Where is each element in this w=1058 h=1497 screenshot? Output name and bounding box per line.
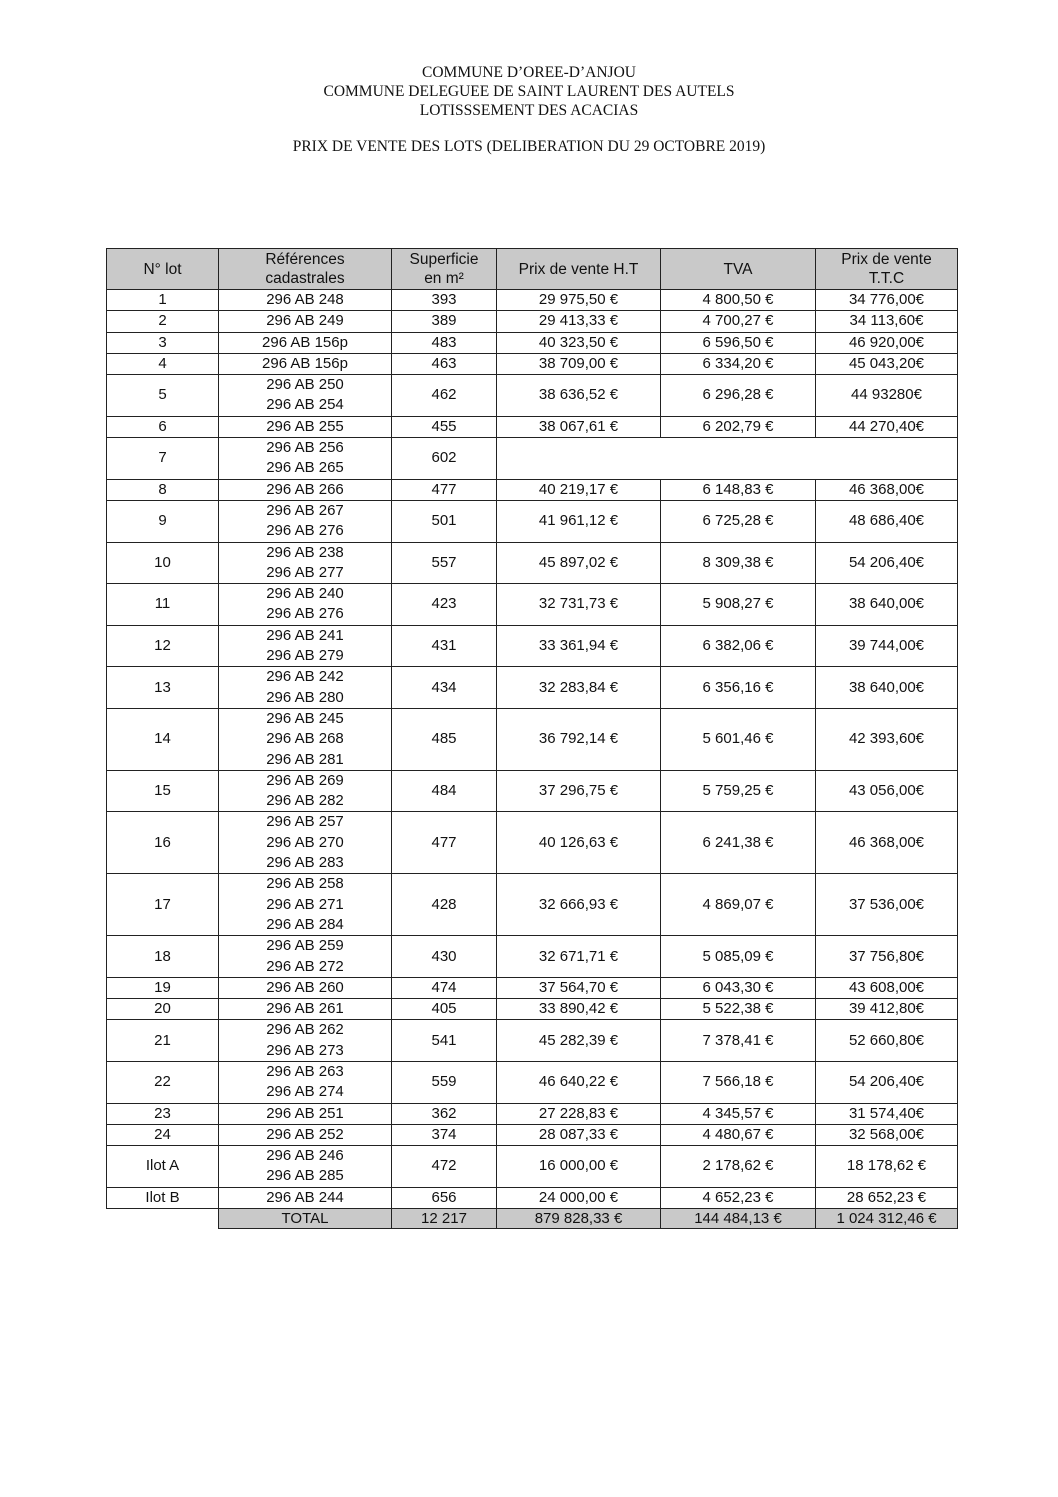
area-m2: 405	[392, 999, 497, 1020]
cadastral-ref: 296 AB 269	[266, 771, 344, 789]
tva: 4 345,57 €	[661, 1103, 816, 1124]
cadastral-ref: 296 AB 262	[266, 1021, 344, 1039]
table-row	[107, 375, 958, 417]
table-row	[107, 1103, 958, 1124]
price-ttc: 39 412,80€	[816, 999, 958, 1020]
lot-number: 10	[107, 542, 219, 584]
header-commune: COMMUNE D’OREE-D’ANJOU	[422, 64, 636, 81]
price-ht: 46 640,22 €	[497, 1061, 661, 1103]
cadastral-refs	[219, 812, 392, 874]
price-ttc: 44 93280€	[816, 375, 958, 417]
price-ht: 37 564,70 €	[497, 977, 661, 998]
cadastral-ref: 296 AB 260	[266, 978, 344, 996]
cadastral-ref: 296 AB 245	[266, 709, 344, 727]
table-row	[107, 290, 958, 311]
price-ttc: 38 640,00€	[816, 584, 958, 626]
lot-number: 8	[107, 479, 219, 500]
cadastral-ref: 296 AB 274	[266, 1083, 344, 1101]
cadastral-ref: 296 AB 270	[266, 833, 344, 851]
total-label: TOTAL	[219, 1209, 392, 1229]
cadastral-ref: 296 AB 250	[266, 376, 344, 394]
price-ttc: 37 756,80€	[816, 936, 958, 978]
total-tva: 144 484,13 €	[661, 1209, 816, 1229]
lot-number: 22	[107, 1061, 219, 1103]
price-ht: 27 228,83 €	[497, 1103, 661, 1124]
price-ttc: 18 178,62 €	[816, 1146, 958, 1188]
cadastral-refs	[219, 1020, 392, 1062]
area-m2: 431	[392, 625, 497, 667]
cadastral-refs	[219, 625, 392, 667]
price-ht: 33 361,94 €	[497, 625, 661, 667]
cadastral-ref: 296 AB 265	[266, 459, 344, 477]
price-ttc: 54 206,40€	[816, 542, 958, 584]
table-row	[107, 936, 958, 978]
tva: 5 759,25 €	[661, 770, 816, 812]
price-ttc: 52 660,80€	[816, 1020, 958, 1062]
cadastral-ref: 296 AB 272	[266, 957, 344, 975]
cadastral-refs	[219, 667, 392, 709]
table-header-row	[107, 249, 958, 290]
tva: 4 700,27 €	[661, 311, 816, 332]
cadastral-ref: 296 AB 240	[266, 585, 344, 603]
col-header-tva-text: TVA	[723, 260, 753, 278]
cadastral-ref: 296 AB 279	[266, 647, 344, 665]
area-m2: 656	[392, 1187, 497, 1208]
cadastral-ref: 296 AB 156p	[262, 333, 348, 351]
lot-number: 5	[107, 375, 219, 417]
cadastral-ref: 296 AB 259	[266, 937, 344, 955]
area-m2: 428	[392, 874, 497, 936]
tva: 6 382,06 €	[661, 625, 816, 667]
area-m2: 362	[392, 1103, 497, 1124]
tva: 5 908,27 €	[661, 584, 816, 626]
price-ttc: 44 270,40€	[816, 416, 958, 437]
table-row	[107, 438, 958, 480]
cadastral-ref: 296 AB 258	[266, 875, 344, 893]
area-m2: 423	[392, 584, 497, 626]
cadastral-ref: 296 AB 256	[266, 439, 344, 457]
tva: 4 652,23 €	[661, 1187, 816, 1208]
table-body	[107, 290, 958, 1209]
cadastral-refs	[219, 1103, 392, 1124]
area-m2: 485	[392, 708, 497, 770]
cadastral-ref: 296 AB 255	[266, 417, 344, 435]
area-m2: 393	[392, 290, 497, 311]
price-ht: 16 000,00 €	[497, 1146, 661, 1188]
cadastral-refs	[219, 936, 392, 978]
area-m2: 462	[392, 375, 497, 417]
price-ttc: 46 920,00€	[816, 332, 958, 353]
area-m2: 463	[392, 353, 497, 374]
total-row	[107, 1209, 958, 1229]
col-header-ht-text: Prix de vente H.T	[518, 260, 639, 278]
tva: 6 296,28 €	[661, 375, 816, 417]
cadastral-refs	[219, 500, 392, 542]
cadastral-ref: 296 AB 280	[266, 688, 344, 706]
lot-number: 23	[107, 1103, 219, 1124]
area-m2: 559	[392, 1061, 497, 1103]
lot-number: 3	[107, 332, 219, 353]
tva: 5 601,46 €	[661, 708, 816, 770]
area-m2: 374	[392, 1124, 497, 1145]
cadastral-refs	[219, 708, 392, 770]
total-area: 12 217	[392, 1209, 497, 1229]
table-row	[107, 1020, 958, 1062]
lot-number: 9	[107, 500, 219, 542]
table-row	[107, 479, 958, 500]
document-header	[0, 63, 1058, 156]
cadastral-refs	[219, 977, 392, 998]
table-row	[107, 332, 958, 353]
cadastral-ref: 296 AB 257	[266, 813, 344, 831]
table-row	[107, 1187, 958, 1208]
lot-number: 14	[107, 708, 219, 770]
cadastral-ref: 296 AB 238	[266, 543, 344, 561]
price-ttc: 34 776,00€	[816, 290, 958, 311]
col-header-lot-text: N° lot	[143, 260, 182, 278]
table-row	[107, 1124, 958, 1145]
area-m2: 557	[392, 542, 497, 584]
cadastral-refs	[219, 311, 392, 332]
cadastral-ref: 296 AB 271	[266, 895, 344, 913]
cadastral-ref: 296 AB 242	[266, 668, 344, 686]
lot-number: Ilot A	[107, 1146, 219, 1188]
lot-number: 6	[107, 416, 219, 437]
col-header-ttc-line1: Prix de vente	[841, 251, 932, 268]
price-ttc: 38 640,00€	[816, 667, 958, 709]
table-row	[107, 708, 958, 770]
table-row	[107, 542, 958, 584]
table-row	[107, 353, 958, 374]
cadastral-refs	[219, 584, 392, 626]
cadastral-ref: 296 AB 273	[266, 1041, 344, 1059]
price-ht: 38 636,52 €	[497, 375, 661, 417]
cadastral-refs	[219, 542, 392, 584]
cadastral-ref: 296 AB 263	[266, 1062, 344, 1080]
price-ht: 40 323,50 €	[497, 332, 661, 353]
lot-number: 17	[107, 874, 219, 936]
price-ht: 38 067,61 €	[497, 416, 661, 437]
table-row	[107, 874, 958, 936]
lot-number: 18	[107, 936, 219, 978]
col-header-lot	[107, 249, 219, 290]
table-row	[107, 812, 958, 874]
tva: 6 596,50 €	[661, 332, 816, 353]
price-ttc: 39 744,00€	[816, 625, 958, 667]
cadastral-refs	[219, 479, 392, 500]
price-ht: 41 961,12 €	[497, 500, 661, 542]
area-m2: 484	[392, 770, 497, 812]
lot-number: 16	[107, 812, 219, 874]
cadastral-ref: 296 AB 284	[266, 915, 344, 933]
lot-number: 4	[107, 353, 219, 374]
cadastral-ref: 296 AB 276	[266, 522, 344, 540]
table-row	[107, 1061, 958, 1103]
tva: 6 043,30 €	[661, 977, 816, 998]
price-ht: 32 283,84 €	[497, 667, 661, 709]
price-ttc: 32 568,00€	[816, 1124, 958, 1145]
cadastral-ref: 296 AB 254	[266, 396, 344, 414]
area-m2: 472	[392, 1146, 497, 1188]
table-row	[107, 311, 958, 332]
col-header-refs-line1: Références	[265, 251, 345, 268]
price-ttc: 46 368,00€	[816, 479, 958, 500]
lot-number: 24	[107, 1124, 219, 1145]
cadastral-refs	[219, 1146, 392, 1188]
price-ttc: 28 652,23 €	[816, 1187, 958, 1208]
price-ttc: 31 574,40€	[816, 1103, 958, 1124]
cadastral-refs	[219, 999, 392, 1020]
cadastral-ref: 296 AB 281	[266, 750, 344, 768]
cadastral-ref: 296 AB 282	[266, 792, 344, 810]
table-row	[107, 667, 958, 709]
tva: 6 148,83 €	[661, 479, 816, 500]
area-m2: 430	[392, 936, 497, 978]
table-row	[107, 999, 958, 1020]
table-row	[107, 625, 958, 667]
col-header-area-line2: en m²	[424, 270, 464, 287]
tva: 6 334,20 €	[661, 353, 816, 374]
lot-number: 2	[107, 311, 219, 332]
price-ttc: 46 368,00€	[816, 812, 958, 874]
cadastral-refs	[219, 1187, 392, 1208]
cadastral-refs	[219, 874, 392, 936]
cadastral-refs	[219, 290, 392, 311]
area-m2: 474	[392, 977, 497, 998]
price-cells-blank	[497, 438, 958, 480]
tva: 7 378,41 €	[661, 1020, 816, 1062]
total-ht: 879 828,33 €	[497, 1209, 661, 1229]
price-ttc: 43 056,00€	[816, 770, 958, 812]
area-m2: 602	[392, 438, 497, 480]
cadastral-refs	[219, 332, 392, 353]
price-ht: 32 671,71 €	[497, 936, 661, 978]
area-m2: 501	[392, 500, 497, 542]
lot-number: Ilot B	[107, 1187, 219, 1208]
price-ht: 40 126,63 €	[497, 812, 661, 874]
area-m2: 455	[392, 416, 497, 437]
tva: 6 202,79 €	[661, 416, 816, 437]
price-ttc: 48 686,40€	[816, 500, 958, 542]
tva: 4 480,67 €	[661, 1124, 816, 1145]
price-ht: 45 282,39 €	[497, 1020, 661, 1062]
cadastral-ref: 296 AB 249	[266, 312, 344, 330]
cadastral-refs	[219, 770, 392, 812]
table-row	[107, 500, 958, 542]
table-row	[107, 1146, 958, 1188]
cadastral-ref: 296 AB 156p	[262, 354, 348, 372]
cadastral-ref: 296 AB 266	[266, 480, 344, 498]
cadastral-ref: 296 AB 244	[266, 1188, 344, 1206]
col-header-ht	[497, 249, 661, 290]
document-subtitle: PRIX DE VENTE DES LOTS (DELIBERATION DU 29 OCTOBRE 2019)	[292, 138, 766, 155]
price-ht: 29 975,50 €	[497, 290, 661, 311]
area-m2: 434	[392, 667, 497, 709]
cadastral-ref: 296 AB 261	[266, 1000, 344, 1018]
table-row	[107, 416, 958, 437]
price-ttc: 54 206,40€	[816, 1061, 958, 1103]
price-ttc: 34 113,60€	[816, 311, 958, 332]
cadastral-ref: 296 AB 277	[266, 563, 344, 581]
price-ht: 29 413,33 €	[497, 311, 661, 332]
tva: 5 522,38 €	[661, 999, 816, 1020]
table-row	[107, 977, 958, 998]
cadastral-ref: 296 AB 252	[266, 1125, 344, 1143]
cadastral-ref: 296 AB 268	[266, 730, 344, 748]
lot-number: 21	[107, 1020, 219, 1062]
cadastral-refs	[219, 1061, 392, 1103]
cadastral-ref: 296 AB 241	[266, 626, 344, 644]
col-header-tva	[661, 249, 816, 290]
tva: 4 800,50 €	[661, 290, 816, 311]
price-ttc: 37 536,00€	[816, 874, 958, 936]
lot-number: 15	[107, 770, 219, 812]
tva: 6 356,16 €	[661, 667, 816, 709]
lots-price-table	[106, 248, 958, 1229]
lot-number: 7	[107, 438, 219, 480]
cadastral-refs	[219, 438, 392, 480]
total-ttc: 1 024 312,46 €	[816, 1209, 958, 1229]
area-m2: 389	[392, 311, 497, 332]
header-commune-deleguee: COMMUNE DELEGUEE DE SAINT LAURENT DES AUTELS	[323, 83, 735, 100]
col-header-ttc	[816, 249, 958, 290]
cadastral-refs	[219, 353, 392, 374]
tva: 2 178,62 €	[661, 1146, 816, 1188]
table-row	[107, 770, 958, 812]
cadastral-ref: 296 AB 251	[266, 1104, 344, 1122]
area-m2: 477	[392, 479, 497, 500]
price-ht: 36 792,14 €	[497, 708, 661, 770]
price-ht: 38 709,00 €	[497, 353, 661, 374]
lot-number: 13	[107, 667, 219, 709]
lot-number: 11	[107, 584, 219, 626]
cadastral-ref: 296 AB 285	[266, 1167, 344, 1185]
price-ht: 33 890,42 €	[497, 999, 661, 1020]
tva: 4 869,07 €	[661, 874, 816, 936]
price-ht: 37 296,75 €	[497, 770, 661, 812]
price-ht: 45 897,02 €	[497, 542, 661, 584]
col-header-refs-line2: cadastrales	[265, 270, 345, 287]
price-ttc: 42 393,60€	[816, 708, 958, 770]
cadastral-ref: 296 AB 267	[266, 501, 344, 519]
table-row	[107, 584, 958, 626]
price-ht: 32 666,93 €	[497, 874, 661, 936]
tva: 6 725,28 €	[661, 500, 816, 542]
tva: 8 309,38 €	[661, 542, 816, 584]
cadastral-ref: 296 AB 246	[266, 1147, 344, 1165]
area-m2: 541	[392, 1020, 497, 1062]
tva: 7 566,18 €	[661, 1061, 816, 1103]
lot-number: 12	[107, 625, 219, 667]
col-header-area	[392, 249, 497, 290]
col-header-area-line1: Superficie	[409, 251, 479, 268]
cadastral-ref: 296 AB 283	[266, 854, 344, 872]
price-ht: 32 731,73 €	[497, 584, 661, 626]
price-ht: 24 000,00 €	[497, 1187, 661, 1208]
lot-number: 20	[107, 999, 219, 1020]
area-m2: 477	[392, 812, 497, 874]
lot-number: 19	[107, 977, 219, 998]
tva: 6 241,38 €	[661, 812, 816, 874]
cadastral-ref: 296 AB 248	[266, 291, 344, 308]
col-header-ttc-line2: T.T.C	[868, 270, 905, 287]
header-lotissement: LOTISSSEMENT DES ACACIAS	[419, 102, 639, 119]
area-m2: 483	[392, 332, 497, 353]
cadastral-refs	[219, 416, 392, 437]
price-ht: 40 219,17 €	[497, 479, 661, 500]
price-ttc: 43 608,00€	[816, 977, 958, 998]
total-row-empty-cell	[107, 1209, 219, 1229]
cadastral-refs	[219, 1124, 392, 1145]
tva: 5 085,09 €	[661, 936, 816, 978]
price-ht: 28 087,33 €	[497, 1124, 661, 1145]
lot-number: 1	[107, 290, 219, 311]
price-ttc: 45 043,20€	[816, 353, 958, 374]
col-header-refs	[219, 249, 392, 290]
cadastral-ref: 296 AB 276	[266, 605, 344, 623]
cadastral-refs	[219, 375, 392, 417]
